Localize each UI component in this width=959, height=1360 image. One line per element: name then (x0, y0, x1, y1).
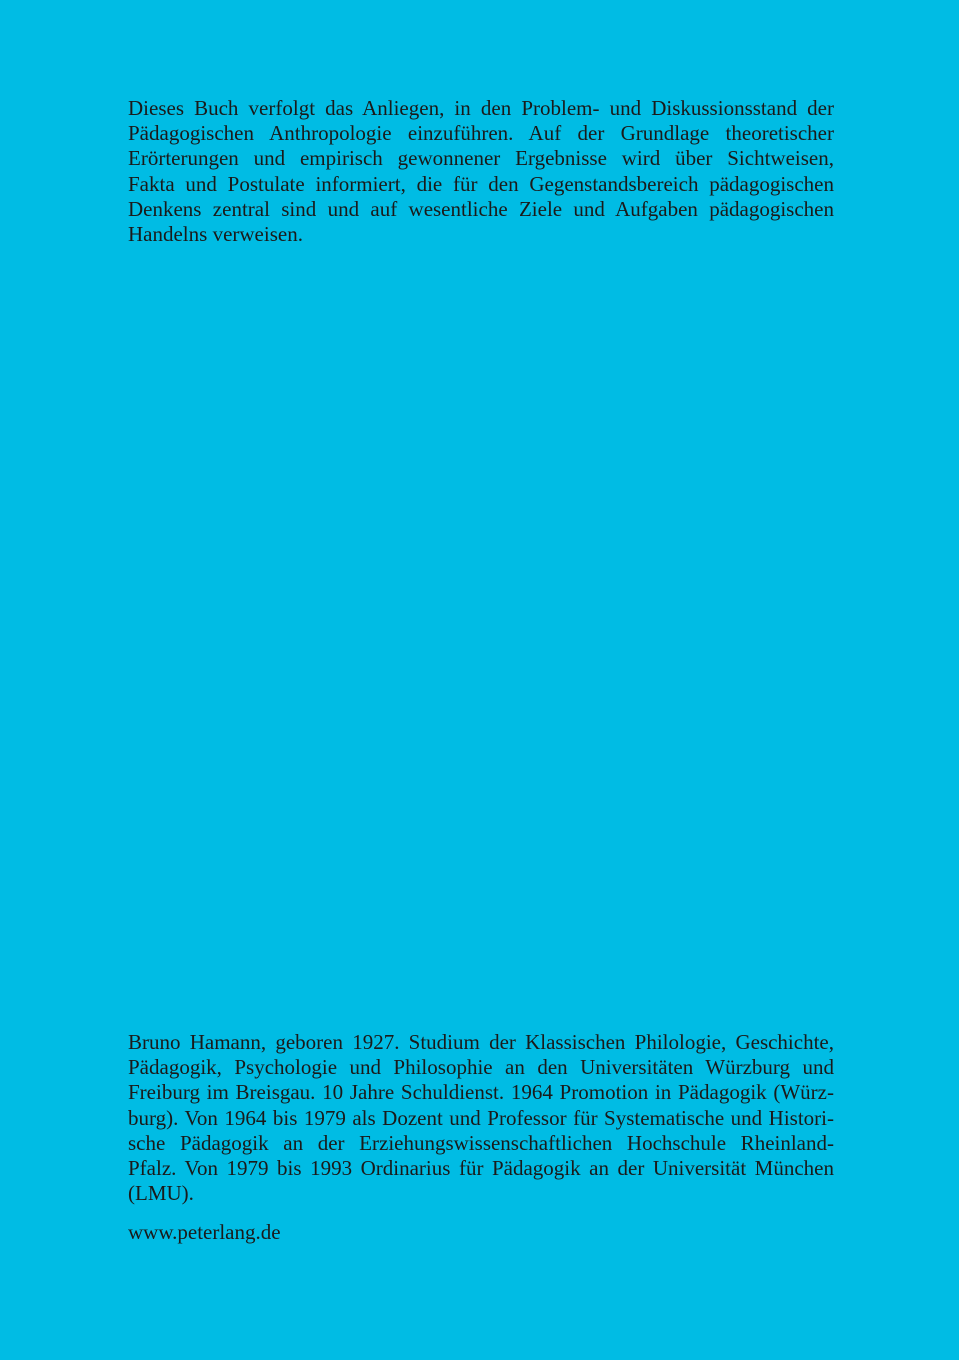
book-description-line: Erörterungen und empirisch gewonnener Ergebnisse wird über Sichtweisen, (128, 146, 834, 171)
author-biography-line: (LMU). (128, 1181, 194, 1206)
author-biography-line: Freiburg im Breisgau. 10 Jahre Schuldienst. 1964 Promotion in Pädagogik (Würz- (128, 1080, 834, 1105)
book-description-line: Dieses Buch verfolgt das Anliegen, in den Problem- und Diskussionsstand der (128, 96, 834, 120)
author-biography (128, 1030, 834, 1206)
book-description (128, 96, 834, 247)
author-biography-line: Pfalz. Von 1979 bis 1993 Ordinarius für Pädagogik an der Universität München (128, 1156, 834, 1181)
author-biography-line: sche Pädagogik an der Erziehungswissenschaftlichen Hochschule Rheinland- (128, 1130, 834, 1155)
book-description-line: Denkens zentral sind und auf wesentliche Ziele und Aufgaben pädagogischen (128, 196, 834, 221)
book-description-line: Handelns verweisen. (128, 222, 303, 247)
author-biography-line: Bruno Hamann, geboren 1927. Studium der Klassischen Philologie, Geschichte, (128, 1030, 834, 1054)
author-biography-line: Pädagogik, Psychologie und Philosophie an den Universitäten Würzburg und (128, 1055, 834, 1080)
book-description-line: Fakta und Postulate informiert, die für den Gegenstandsbereich pädagogischen (128, 171, 834, 196)
publisher-url: www.peterlang.de (128, 1220, 281, 1244)
author-biography-line: burg). Von 1964 bis 1979 als Dozent und Professor für Systematische und Histori- (128, 1105, 834, 1130)
book-description-line: Pädagogischen Anthropologie einzuführen. Auf der Grundlage theoretischer (128, 121, 834, 146)
